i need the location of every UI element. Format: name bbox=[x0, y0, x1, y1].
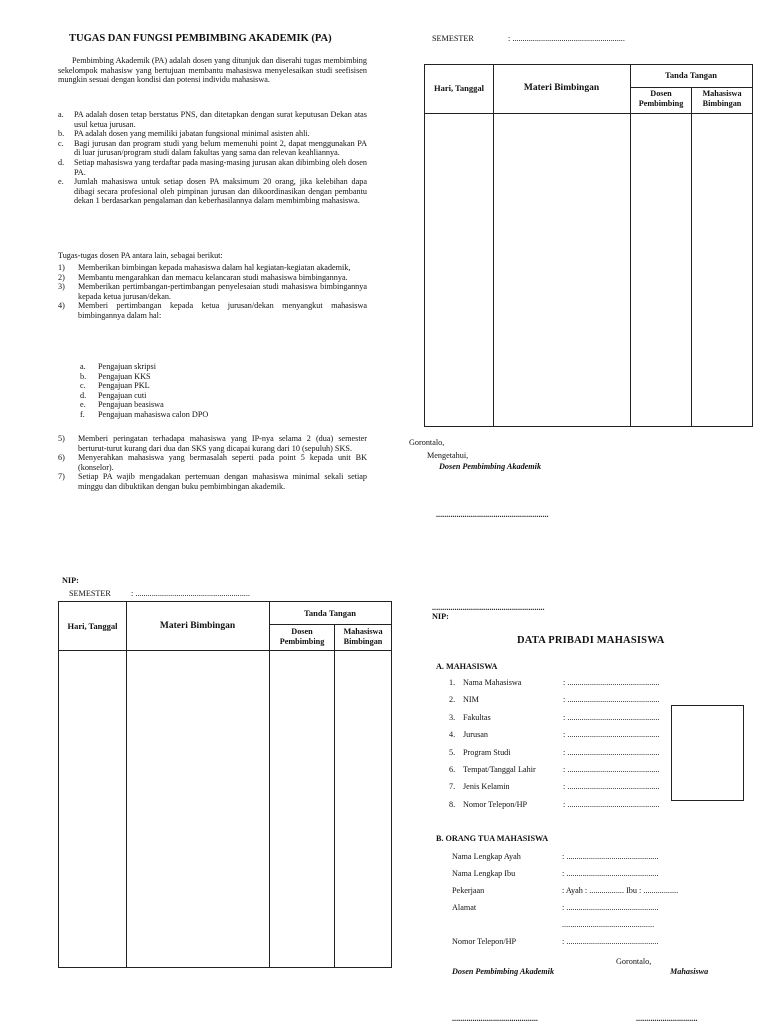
signer-lecturer: Dosen Pembimbing Akademik bbox=[452, 967, 555, 976]
field-label bbox=[452, 920, 562, 937]
col-material-header: Materi Bimbingan bbox=[523, 83, 600, 93]
sub-item-text: Pengajuan beasiswa bbox=[98, 400, 164, 410]
semester-field-bottom[interactable]: : ........................................................ bbox=[131, 589, 250, 598]
parent-field-row bbox=[452, 937, 722, 954]
duties-more-list bbox=[58, 434, 367, 492]
nip-line-right: ....................................................... bbox=[432, 603, 545, 612]
field-number: 7. bbox=[449, 782, 456, 792]
nip-label-left: NIP: bbox=[62, 576, 79, 585]
col-date-header: Hari, Tanggal bbox=[67, 621, 118, 631]
student-field-row bbox=[449, 713, 679, 730]
student-field-row bbox=[449, 730, 679, 747]
semester-field-top[interactable]: : ....................................................... bbox=[508, 34, 625, 43]
duty-item-marker: 7) bbox=[58, 472, 65, 482]
field-label: Alamat bbox=[452, 903, 477, 912]
rule-item bbox=[58, 110, 367, 129]
field-label: NIM bbox=[463, 695, 479, 705]
duty-item-text: Menyerahkan mahasiswa yang bermasalah seperti pada point 5 kepada unit BK (konselor). bbox=[78, 453, 367, 472]
field-value[interactable]: : ............................................. bbox=[563, 782, 660, 792]
duty-item-marker: 6) bbox=[58, 453, 65, 463]
field-value[interactable]: : ............................................. bbox=[562, 903, 659, 912]
parent-field-row bbox=[452, 920, 722, 937]
duty-item-text: Memberikan pertimbangan-pertimbangan penyelesaian studi mahasiswa bimbingannya kepada ketua jurusan/dekan. bbox=[78, 282, 367, 301]
col-lecturer-header: Dosen Pembimbing bbox=[638, 89, 684, 108]
duty-item-text: Memberi peringatan terhadapa mahasiswa yang IP-nya selama 2 (dua) semester berturut-turut kurang dari dua dan SKS yang dicapai kurang dari 10 (sepuluh) SKS. bbox=[78, 434, 367, 453]
sign-line-top: ....................................................... bbox=[436, 510, 549, 519]
parent-fields bbox=[452, 852, 722, 954]
rule-item-text: Setiap mahasiswa yang terdaftar pada masing-masing jurusan akan dibimbing oleh dosen PA. bbox=[74, 157, 367, 177]
field-label: Program Studi bbox=[463, 747, 511, 757]
sub-item-text: Pengajuan skripsi bbox=[98, 362, 156, 371]
duty-item-marker: 2) bbox=[58, 272, 65, 282]
duty-item-text: Membantu mengarahkan dan memacu kelancaran studi mahasiswa bimbingannya. bbox=[78, 272, 348, 282]
field-label: Nama Lengkap Ibu bbox=[452, 869, 516, 878]
signer-student: Mahasiswa bbox=[670, 967, 709, 976]
sub-item bbox=[80, 391, 330, 401]
parent-field-row bbox=[452, 886, 722, 903]
field-label: Tempat/Tanggal Lahir bbox=[463, 764, 536, 774]
acknowledge-top: Mengetahui, bbox=[427, 451, 469, 460]
rule-item-text: PA adalah dosen tetap berstatus PNS, dan ditetapkan dengan surat keputusan Dekan atas usul ketua jurusan. bbox=[74, 110, 367, 129]
guidance-log-table-bottom bbox=[58, 601, 392, 968]
duty-item-marker: 4) bbox=[58, 301, 65, 311]
col-sign-header: Tanda Tangan bbox=[665, 70, 717, 80]
rule-item bbox=[58, 129, 367, 139]
sub-item bbox=[80, 400, 330, 410]
rule-item-marker: b. bbox=[58, 129, 65, 139]
field-value[interactable]: : ............................................. bbox=[563, 799, 660, 809]
duty-item bbox=[58, 263, 367, 273]
sub-item bbox=[80, 410, 330, 420]
student-fields bbox=[449, 678, 679, 817]
sub-item bbox=[80, 381, 330, 391]
sub-items-list bbox=[80, 362, 330, 420]
field-label: Jenis Kelamin bbox=[463, 782, 510, 792]
sub-item-marker: a. bbox=[80, 362, 86, 371]
sign-line-lecturer: .......................................... bbox=[452, 1014, 538, 1023]
field-value[interactable]: : ............................................. bbox=[562, 869, 659, 878]
page-title: TUGAS DAN FUNGSI PEMBIMBING AKADEMIK (PA) bbox=[69, 33, 332, 44]
duty-item-text: Memberi pertimbangan kepada ketua jurusan/dekan menyangkut mahasiswa bimbingannya dalam hal: bbox=[78, 301, 367, 320]
rule-item-marker: c. bbox=[58, 138, 64, 148]
col-student-header: Mahasiswa Bimbingan bbox=[702, 89, 742, 108]
parent-field-row bbox=[452, 869, 722, 886]
rule-item-marker: d. bbox=[58, 157, 65, 167]
field-value[interactable]: : ............................................. bbox=[563, 678, 660, 687]
field-value[interactable]: : ............................................. bbox=[562, 852, 659, 861]
student-field-row bbox=[449, 765, 679, 782]
student-field-row bbox=[449, 800, 679, 817]
duty-item-marker: 5) bbox=[58, 434, 65, 443]
field-value[interactable]: : ............................................. bbox=[562, 937, 659, 946]
duty-item bbox=[58, 301, 367, 320]
city-bottom: Gorontalo, bbox=[616, 957, 652, 966]
field-value[interactable]: ............................................. bbox=[562, 920, 655, 929]
field-label: Nomor Telepon/HP bbox=[463, 799, 528, 809]
sub-item-marker: c. bbox=[80, 381, 86, 391]
signer-top: Dosen Pembimbing Akademik bbox=[439, 462, 542, 471]
parent-field-row bbox=[452, 903, 722, 920]
sub-item bbox=[80, 362, 330, 372]
field-number: 4. bbox=[449, 730, 456, 740]
duty-item-marker: 1) bbox=[58, 263, 65, 272]
col-student-header: Mahasiswa Bimbingan bbox=[343, 627, 383, 646]
city-top: Gorontalo, bbox=[409, 438, 445, 447]
field-value[interactable]: : ............................................. bbox=[563, 712, 660, 722]
field-number: 8. bbox=[449, 799, 456, 809]
sub-item-text: Pengajuan cuti bbox=[98, 390, 147, 400]
sub-item-text: Pengajuan PKL bbox=[98, 381, 150, 391]
sub-item bbox=[80, 372, 330, 382]
student-field-row bbox=[449, 782, 679, 799]
student-field-row bbox=[449, 695, 679, 712]
duty-item bbox=[58, 472, 367, 491]
duties-intro: Tugas-tugas dosen PA antara lain, sebagai berikut: bbox=[58, 251, 223, 260]
field-value[interactable]: : ............................................. bbox=[563, 764, 660, 774]
sub-item-text: Pengajuan mahasiswa calon DPO bbox=[98, 409, 209, 419]
sub-item-marker: b. bbox=[80, 371, 87, 381]
rule-item-text: Bagi jurusan dan program studi yang belum memenuhi point 2, dapat menggunakan PA di luar jurusan/program studi dalam fakultas yang sama dan relevan keahliannya. bbox=[74, 138, 367, 158]
rule-item bbox=[58, 158, 367, 177]
field-value[interactable]: : ............................................. bbox=[563, 730, 660, 740]
student-field-row bbox=[449, 748, 679, 765]
semester-label-top: SEMESTER bbox=[432, 34, 474, 43]
section-b-heading: B. ORANG TUA MAHASISWA bbox=[436, 834, 549, 843]
col-lecturer-header: Dosen Pembimbing bbox=[279, 627, 325, 646]
field-number: 1. bbox=[449, 678, 456, 687]
sub-item-marker: f. bbox=[80, 409, 85, 419]
sub-item-marker: d. bbox=[80, 390, 87, 400]
sign-line-student: .............................. bbox=[636, 1014, 698, 1023]
rule-item-text: Jumlah mahasiswa untuk setiap dosen PA maksimum 20 orang, jika kelebihan dapa dibagi secara profesional oleh pimpinan jurusan dan dikoordinasikan dengan pembantu dekan 1 berdasarkan pengalaman dan keberhasilannya dalam membimbing mahasiswa. bbox=[74, 177, 367, 206]
field-label: Pekerjaan bbox=[452, 886, 485, 895]
parent-field-row bbox=[452, 852, 722, 869]
field-number: 3. bbox=[449, 712, 456, 722]
field-label: Nama Mahasiswa bbox=[463, 678, 522, 687]
rule-item-marker: a. bbox=[58, 110, 64, 119]
personal-data-title: DATA PRIBADI MAHASISWA bbox=[517, 635, 665, 646]
rule-item-marker: e. bbox=[58, 177, 64, 187]
col-material-header: Materi Bimbingan bbox=[159, 621, 236, 631]
duty-item bbox=[58, 434, 367, 453]
field-value[interactable]: : Ayah : ................. Ibu : ................. bbox=[562, 886, 679, 895]
field-value[interactable]: : ............................................. bbox=[563, 695, 660, 705]
field-number: 2. bbox=[449, 695, 456, 705]
duty-item bbox=[58, 282, 367, 301]
rule-item bbox=[58, 139, 367, 158]
col-date-header: Hari, Tanggal bbox=[433, 83, 485, 93]
rule-item-text: PA adalah dosen yang memiliki jabatan fungsional minimal asisten ahli. bbox=[74, 129, 310, 139]
duty-item-text: Memberikan bimbingan kepada mahasiswa dalam hal kegiatan-kegiatan akademik, bbox=[78, 263, 351, 272]
photo-box bbox=[671, 705, 744, 801]
field-number: 6. bbox=[449, 764, 456, 774]
section-a-heading: A. MAHASISWA bbox=[436, 662, 498, 671]
field-number: 5. bbox=[449, 747, 456, 757]
duty-item-text: Setiap PA wajib mengadakan pertemuan dengan mahasiswa minimal sekali setiap minggu dan dibuktikan dengan buku pembimbingan akademik. bbox=[78, 472, 367, 491]
semester-label-bottom: SEMESTER bbox=[69, 589, 111, 598]
sub-item-marker: e. bbox=[80, 400, 86, 410]
field-value[interactable]: : ............................................. bbox=[563, 747, 660, 757]
guidance-log-table-top bbox=[424, 64, 753, 427]
col-sign-header: Tanda Tangan bbox=[304, 608, 356, 618]
intro-paragraph: Pembimbing Akademik (PA) adalah dosen yang ditunjuk dan diserahi tugas membimbing sekelompok mahasisw yang bertujuan membantu mahasiswa menyelesaikan studi seefisisen mungkin sesuai dengan kondisi dan potensi individu mahasiswa. bbox=[58, 56, 367, 85]
nip-label-right: NIP: bbox=[432, 612, 449, 621]
duty-item bbox=[58, 453, 367, 472]
field-label: Jurusan bbox=[463, 730, 489, 740]
field-label: Fakultas bbox=[463, 712, 491, 722]
field-label: Nomor Telepon/HP bbox=[452, 937, 517, 946]
rules-list bbox=[58, 110, 367, 206]
field-label: Nama Lengkap Ayah bbox=[452, 852, 521, 861]
sub-item-text: Pengajuan KKS bbox=[98, 371, 151, 381]
rule-item bbox=[58, 177, 367, 206]
duties-list bbox=[58, 263, 367, 321]
duty-item bbox=[58, 273, 367, 283]
duty-item-marker: 3) bbox=[58, 282, 65, 292]
student-field-row bbox=[449, 678, 679, 695]
